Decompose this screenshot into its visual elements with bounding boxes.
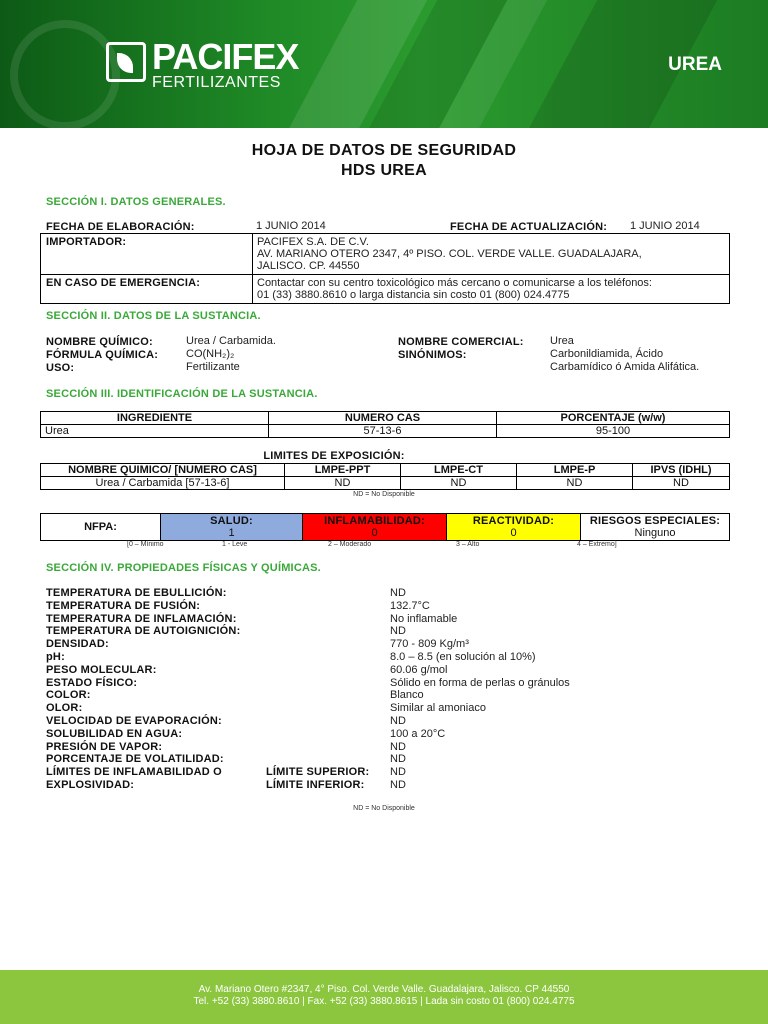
property-label: VELOCIDAD DE EVAPORACIÓN: [46,714,222,727]
table-row [41,234,730,275]
page-subtitle: HDS UREA [341,162,427,179]
property-value: 132.7°C [390,599,430,612]
emergencia-line: 01 (33) 3880.8610 o larga distancia sin costo 01 (800) 024.4775 [257,289,570,301]
product-name: UREA [668,54,722,75]
table-cell: ND [401,477,517,490]
footer [0,970,768,1024]
riesgos-cell [581,514,730,541]
salud-cell [161,514,303,541]
uso-value: Fertilizante [186,361,240,373]
column-header: NOMBRE QUIMICO/ [NUMERO CAS] [41,464,285,477]
table-header-row [41,464,730,477]
riesgos-value: Ninguno [634,527,676,539]
footer-address: Av. Mariano Otero #2347, 4° Piso. Col. Verde Valle. Guadalajara, Jalisco. CP 44550 [198,984,570,995]
property-label: PESO MOLECULAR: [46,663,157,676]
exposure-limits-table [40,463,730,490]
property-value: ND [390,778,406,791]
leaf-logo-icon [106,42,146,82]
property-sublabel: LÍMITE INFERIOR: [266,778,365,791]
property-label: TEMPERATURA DE EBULLICIÓN: [46,587,227,599]
property-row [46,664,686,677]
column-header: IPVS (IDHL) [633,464,730,477]
reactividad-value: 0 [510,527,517,539]
importador-line: JALISCO. CP. 44550 [257,260,360,272]
table-cell: 95-100 [497,425,730,438]
nd-note: ND = No Disponible [353,491,415,498]
emergencia-line: Contactar con su centro toxicológico más cercano o comunicarse a los teléfonos: [257,277,652,289]
column-header: LMPE-PPT [285,464,401,477]
property-row [46,613,686,626]
table-cell [253,234,730,275]
leaf-watermark-icon [10,20,120,128]
uso-label: USO: [46,362,75,374]
property-row [46,715,686,728]
property-row [46,779,686,792]
section-heading: SECCIÓN I. DATOS GENERALES. [46,196,226,208]
property-label: COLOR: [46,689,91,702]
property-value: ND [390,740,406,753]
property-label: TEMPERATURA DE INFLAMACIÓN: [46,612,237,625]
table-cell: ND [285,477,401,490]
inflamabilidad-value: 0 [371,527,378,539]
property-value: ND [390,714,406,727]
table-cell [41,275,253,304]
nfpa-label: NFPA: [41,514,161,541]
reactividad-label: REACTIVIDAD: [472,515,555,527]
formula-quimica-label: FÓRMULA QUÍMICA: [46,349,159,361]
scale-label: 1 - Leve [222,541,248,548]
importador-line: PACIFEX S.A. DE C.V. [257,236,369,248]
scale-label: [0 – Mínimo [127,541,164,548]
logo-subtitle: FERTILIZANTES [152,74,281,91]
property-row [46,638,686,651]
sinonimos-value: Carbonildiamida, Ácido [550,348,664,360]
property-value: Similar al amoniaco [390,702,486,715]
formula-quimica-value: CO(NH₂)₂ [186,348,235,360]
table-row [41,477,730,490]
property-value: 100 a 20°C [390,727,446,740]
emergencia-label: EN CASO DE EMERGENCIA: [46,277,201,289]
property-row [46,753,686,766]
section-heading: SECCIÓN II. DATOS DE LA SUSTANCIA. [46,310,261,322]
property-label: LÍMITES DE INFLAMABILIDAD O [46,766,222,779]
scale-label: 4 – Extremo] [577,541,617,548]
property-row [46,587,686,600]
property-value: ND [390,766,406,779]
column-header: LMPE-P [517,464,633,477]
column-header: NUMERO CAS [269,412,497,425]
property-label: SOLUBILIDAD EN AGUA: [46,727,183,740]
ingredient-table [40,411,730,438]
limites-title: LIMITES DE EXPOSICIÓN: [263,450,405,462]
table-cell: ND [633,477,730,490]
property-value: Blanco [390,689,424,702]
fecha-elaboracion-value: 1 JUNIO 2014 [256,220,326,232]
nombre-comercial-label: NOMBRE COMERCIAL: [398,336,524,348]
sinonimos-label: SINÓNIMOS: [398,349,467,361]
property-label: ESTADO FÍSICO: [46,676,138,689]
property-row [46,625,686,638]
footer-phones: Tel. +52 (33) 3880.8610 | Fax. +52 (33) 3880.8615 | Lada sin costo 01 (800) 024.4775 [193,996,575,1007]
pacifex-logo [106,36,299,92]
property-value: ND [390,587,406,599]
importador-label: IMPORTADOR: [46,236,127,248]
nombre-quimico-label: NOMBRE QUÍMICO: [46,336,153,348]
property-row [46,741,686,754]
property-value: No inflamable [390,612,458,625]
salud-label: SALUD: [210,515,253,527]
table-row [41,514,730,541]
column-header: PORCENTAJE (w/w) [497,412,730,425]
property-label: PORCENTAJE DE VOLATILIDAD: [46,753,224,766]
table-cell [253,275,730,304]
general-data-table [40,233,730,304]
nombre-quimico-value: Urea / Carbamida. [186,335,276,347]
property-label: TEMPERATURA DE AUTOIGNICIÓN: [46,625,241,638]
sinonimos-value: Carbamídico ó Amida Alifática. [550,361,700,373]
header-banner [0,0,768,128]
property-label: OLOR: [46,702,83,715]
property-value: 60.06 g/mol [390,663,448,676]
property-label: DENSIDAD: [46,638,109,651]
property-label: EXPLOSIVIDAD: [46,778,135,791]
property-row [46,702,686,715]
fecha-actualizacion-label: FECHA DE ACTUALIZACIÓN: [450,221,608,233]
property-value: Sólido en forma de perlas o gránulos [390,676,570,689]
property-value: 8.0 – 8.5 (en solución al 10%) [390,650,536,663]
table-header-row [41,412,730,425]
section-heading: SECCIÓN IV. PROPIEDADES FÍSICAS Y QUÍMICAS. [46,562,321,574]
property-row [46,766,686,779]
property-row [46,689,686,702]
column-header: INGREDIENTE [41,412,269,425]
scale-label: 3 – Alto [456,541,480,548]
reactividad-cell [447,514,581,541]
property-row [46,600,686,613]
property-row [46,677,686,690]
table-cell: Urea [41,425,269,438]
column-header: LMPE-CT [401,464,517,477]
property-value: ND [390,625,406,638]
property-label: pH: [46,650,65,663]
property-label: TEMPERATURA DE FUSIÓN: [46,599,201,612]
table-cell: 57-13-6 [269,425,497,438]
scale-label: 2 – Moderado [328,541,372,548]
property-sublabel: LÍMITE SUPERIOR: [266,766,370,779]
property-row [46,651,686,664]
table-cell: Urea / Carbamida [57-13-6] [41,477,285,490]
table-cell [41,234,253,275]
nombre-comercial-value: Urea [550,335,574,347]
nd-note: ND = No Disponible [353,805,415,812]
fecha-actualizacion-value: 1 JUNIO 2014 [630,220,700,232]
table-row [41,425,730,438]
property-row [46,728,686,741]
property-value: ND [390,753,406,766]
importador-line: AV. MARIANO OTERO 2347, 4º PISO. COL. VERDE VALLE. GUADALAJARA, [257,248,642,260]
inflamabilidad-cell [303,514,447,541]
inflamabilidad-label: INFLAMABILIDAD: [324,515,425,527]
fecha-elaboracion-label: FECHA DE ELABORACIÓN: [46,221,195,233]
nfpa-table [40,513,730,541]
property-label: PRESIÓN DE VAPOR: [46,740,163,753]
logo-brand: PACIFEX [152,36,299,77]
property-value: 770 - 809 Kg/m³ [390,638,469,651]
properties-list [46,587,686,792]
table-cell: ND [517,477,633,490]
page-title: HOJA DE DATOS DE SEGURIDAD [251,142,517,159]
riesgos-label: RIESGOS ESPECIALES: [589,515,721,527]
salud-value: 1 [228,527,235,539]
section-heading: SECCIÓN III. IDENTIFICACIÓN DE LA SUSTANCIA. [46,388,318,400]
table-row [41,275,730,304]
